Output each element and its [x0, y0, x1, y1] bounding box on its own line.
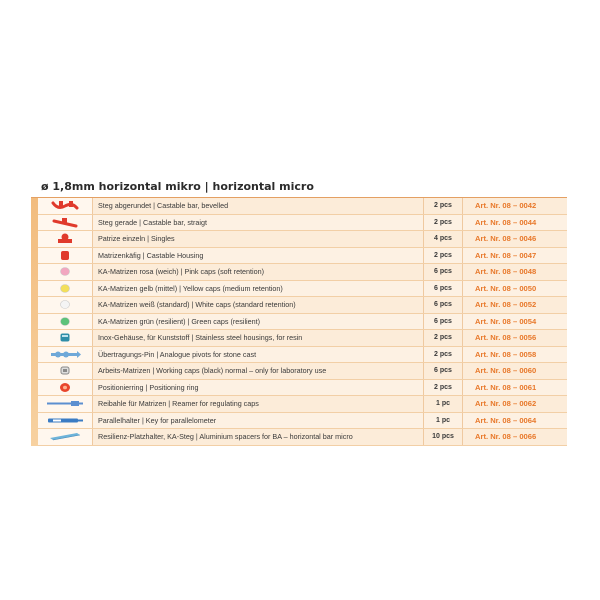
product-quantity: 2 pcs — [424, 198, 463, 214]
table-row — [31, 429, 567, 446]
straight-bar-icon — [50, 216, 80, 229]
product-quantity: 1 pc — [424, 413, 463, 429]
product-image — [38, 396, 93, 412]
analogue-pin-icon — [48, 348, 82, 361]
product-description: Positionierring | Positioning ring — [93, 380, 424, 396]
product-list — [31, 178, 567, 446]
product-quantity: 2 pcs — [424, 330, 463, 346]
table-row — [31, 330, 567, 347]
table-row — [31, 413, 567, 430]
product-image — [38, 429, 93, 445]
product-quantity: 10 pcs — [424, 429, 463, 445]
article-number: Art. Nr. 08 – 0042 — [475, 201, 537, 210]
table-row — [31, 314, 567, 331]
table-row — [31, 347, 567, 364]
product-quantity: 6 pcs — [424, 264, 463, 280]
article-number: Art. Nr. 08 – 0050 — [475, 283, 537, 293]
table-row — [31, 215, 567, 232]
product-description: Reibahle für Matrizen | Reamer for regulating caps — [93, 396, 424, 412]
product-image — [38, 363, 93, 379]
housing-icon — [58, 249, 72, 262]
table-row — [31, 264, 567, 281]
article-number: Art. Nr. 08 – 0058 — [475, 349, 537, 359]
article-number: Art. Nr. 08 – 0054 — [475, 316, 537, 326]
product-image — [38, 330, 93, 346]
reamer-icon — [45, 397, 85, 410]
product-image — [38, 248, 93, 264]
product-description: KA-Matrizen grün (resilient) | Green caps (resilient) — [93, 314, 424, 330]
table-row — [31, 297, 567, 314]
parts-table — [31, 197, 567, 446]
working-cap-icon — [58, 364, 72, 377]
product-quantity: 6 pcs — [424, 281, 463, 297]
table-row — [31, 380, 567, 397]
product-description: Inox-Gehäuse, für Kunststoff | Stainless steel housings, for resin — [93, 330, 424, 346]
article-number: Art. Nr. 08 – 0048 — [475, 267, 537, 276]
product-description: KA-Matrizen gelb (mittel) | Yellow caps (medium retention) — [93, 281, 424, 297]
product-image — [38, 281, 93, 297]
table-row — [31, 248, 567, 265]
steel-housing-icon — [58, 331, 72, 344]
product-quantity: 4 pcs — [424, 231, 463, 247]
product-quantity: 1 pc — [424, 396, 463, 412]
product-image — [38, 347, 93, 363]
table-row — [31, 281, 567, 298]
product-image — [38, 215, 93, 231]
parallel-key-icon — [45, 414, 85, 427]
product-image — [38, 314, 93, 330]
product-quantity: 2 pcs — [424, 380, 463, 396]
product-description: Resilienz-Platzhalter, KA-Steg | Aluminium spacers for BA – horizontal bar micro — [93, 429, 424, 445]
product-description: Matrizenkäfig | Castable Housing — [93, 248, 424, 264]
product-description: Steg abgerundet | Castable bar, bevelled — [93, 198, 424, 214]
article-number: Art. Nr. 08 – 0044 — [475, 217, 537, 227]
product-image — [38, 380, 93, 396]
product-image — [38, 264, 93, 280]
article-number: Art. Nr. 08 – 0064 — [475, 415, 537, 425]
section-title: ø 1,8mm horizontal mikro | horizontal micro — [41, 180, 314, 193]
white-cap-icon — [58, 298, 72, 311]
article-number: Art. Nr. 08 – 0046 — [475, 234, 537, 243]
product-quantity: 6 pcs — [424, 314, 463, 330]
product-quantity: 2 pcs — [424, 248, 463, 264]
spacer-icon — [47, 430, 83, 443]
product-image — [38, 297, 93, 313]
article-number: Art. Nr. 08 – 0061 — [475, 382, 537, 392]
product-description: KA-Matrizen rosa (weich) | Pink caps (soft retention) — [93, 264, 424, 280]
product-image — [38, 198, 93, 214]
product-image — [38, 231, 93, 247]
article-number: Art. Nr. 08 – 0056 — [475, 333, 537, 342]
product-description: Patrize einzeln | Singles — [93, 231, 424, 247]
pink-cap-icon — [58, 265, 72, 278]
table-row — [31, 396, 567, 413]
article-number: Art. Nr. 08 – 0060 — [475, 366, 537, 375]
product-quantity: 2 pcs — [424, 215, 463, 231]
patrix-icon — [55, 232, 75, 245]
product-description: Arbeits-Matrizen | Working caps (black) normal – only for laboratory use — [93, 363, 424, 379]
positioning-ring-icon — [58, 381, 72, 394]
table-row — [31, 363, 567, 380]
product-description: Steg gerade | Castable bar, straigt — [93, 215, 424, 231]
table-row — [31, 198, 567, 215]
table-row — [31, 231, 567, 248]
product-description: KA-Matrizen weiß (standard) | White caps (standard retention) — [93, 297, 424, 313]
product-description: Übertragungs-Pin | Analogue pivots for stone cast — [93, 347, 424, 363]
product-quantity: 2 pcs — [424, 347, 463, 363]
product-description: Parallelhalter | Key for parallelometer — [93, 413, 424, 429]
yellow-cap-icon — [58, 282, 72, 295]
green-cap-icon — [58, 315, 72, 328]
article-number: Art. Nr. 08 – 0052 — [475, 300, 537, 309]
product-quantity: 6 pcs — [424, 297, 463, 313]
product-quantity: 6 pcs — [424, 363, 463, 379]
bevelled-bar-icon — [50, 199, 80, 212]
article-number: Art. Nr. 08 – 0066 — [475, 432, 537, 441]
article-number: Art. Nr. 08 – 0062 — [475, 399, 537, 408]
article-number: Art. Nr. 08 – 0047 — [475, 250, 537, 260]
product-image — [38, 413, 93, 429]
